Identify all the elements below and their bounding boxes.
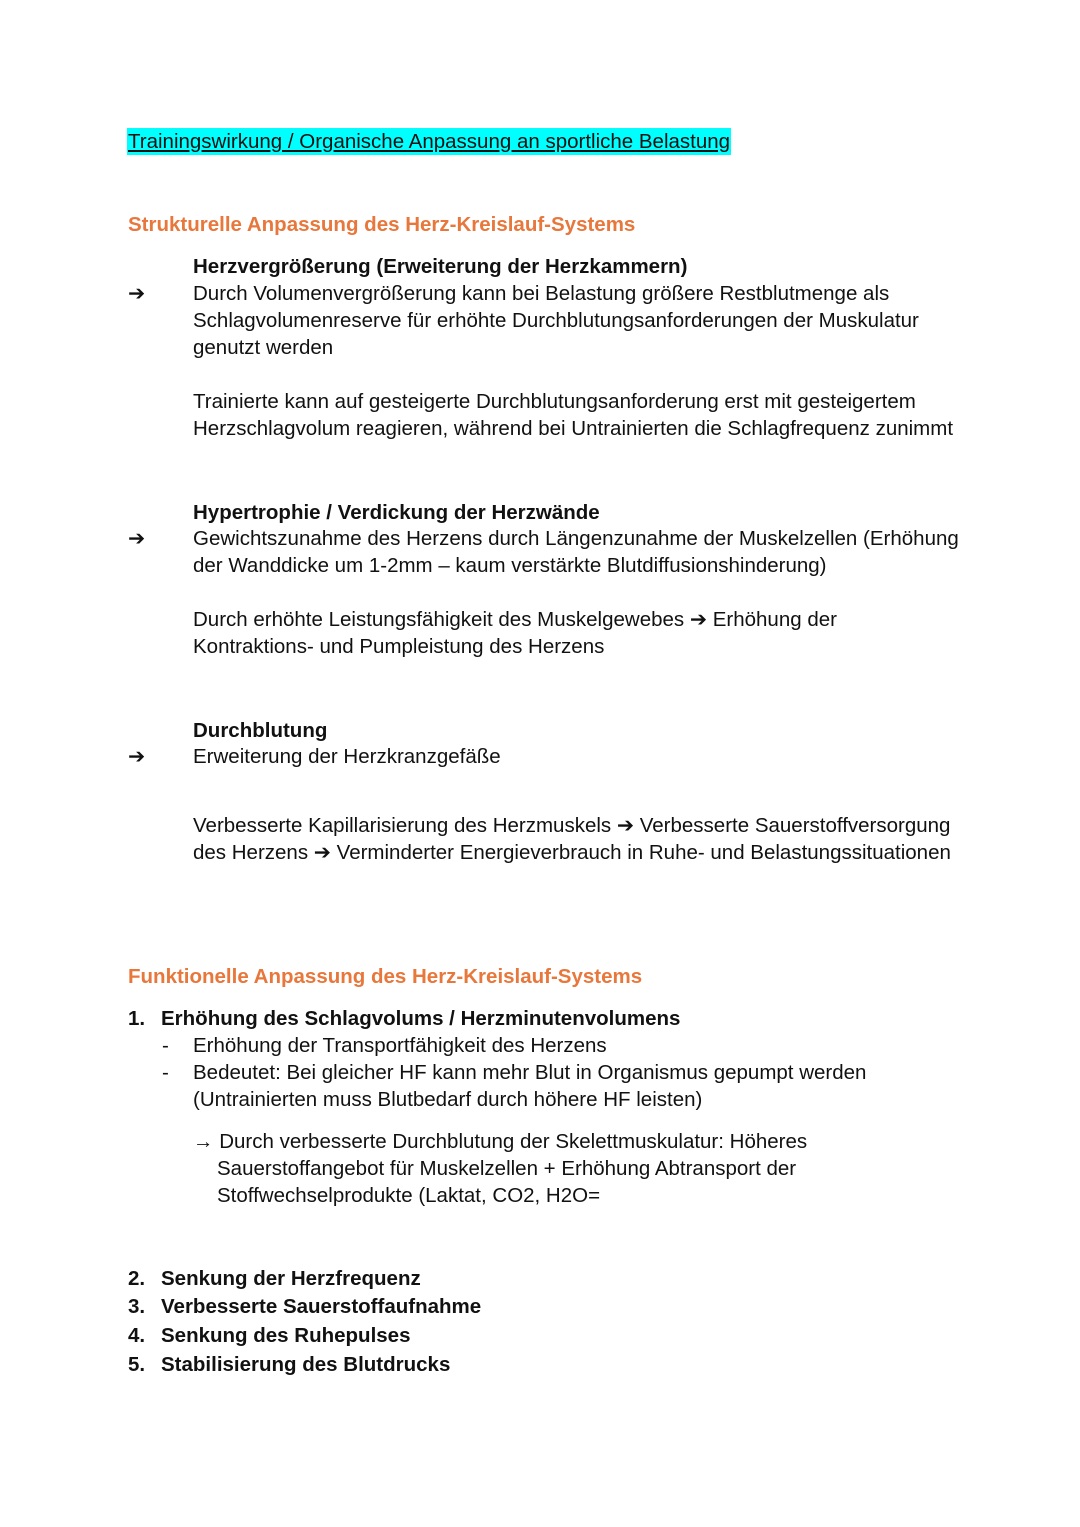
text-line: Durch Volumenvergrößerung kann bei Belastung größere Restblutmenge als: [193, 282, 890, 305]
arrow-icon: ➔: [128, 282, 146, 305]
list-item: Senkung des Ruhepulses: [161, 1324, 411, 1347]
section-title-hypertrophie: Hypertrophie / Verdickung der Herzwände: [193, 501, 600, 524]
list-item: Erhöhung des Schlagvolums / Herzminutenvolumens: [161, 1007, 681, 1030]
heading-structural: Strukturelle Anpassung des Herz-Kreislauf-Systems: [128, 213, 636, 236]
list-number: 5.: [128, 1353, 146, 1376]
text-line: Erweiterung der Herzkranzgefäße: [193, 745, 501, 768]
list-item: Verbesserte Sauerstoffaufnahme: [161, 1295, 482, 1318]
bullet-text: Erhöhung der Transportfähigkeit des Herzens: [193, 1034, 607, 1057]
arrow-icon: ➔: [128, 745, 146, 768]
arrow-icon: ➔: [128, 527, 146, 550]
list-number: 3.: [128, 1295, 146, 1318]
text-line: des Herzens ➔ Verminderter Energieverbrauch in Ruhe- und Belastungssituationen: [193, 841, 951, 864]
heading-functional: Funktionelle Anpassung des Herz-Kreislauf-Systems: [128, 965, 643, 988]
bullet-text: Bedeutet: Bei gleicher HF kann mehr Blut in Organismus gepumpt werden: [193, 1061, 867, 1084]
text-line: der Wanddicke um 1-2mm – kaum verstärkte Blutdiffusionshinderung): [193, 554, 827, 577]
text-line: Gewichtszunahme des Herzens durch Längenzunahme der Muskelzellen (Erhöhung: [193, 527, 959, 550]
note-line: Sauerstoffangebot für Muskelzellen + Erhöhung Abtransport der: [217, 1157, 797, 1180]
bullet-text: (Untrainierten muss Blutbedarf durch höhere HF leisten): [193, 1088, 703, 1111]
section-title-herzvergroesserung: Herzvergrößerung (Erweiterung der Herzkammern): [193, 255, 688, 278]
text-line: genutzt werden: [193, 336, 334, 359]
text-line: Kontraktions- und Pumpleistung des Herzens: [193, 635, 605, 658]
list-item: Senkung der Herzfrequenz: [161, 1267, 421, 1290]
dash-bullet: -: [162, 1034, 169, 1057]
section-title-durchblutung: Durchblutung: [193, 719, 328, 742]
note-line: Stoffwechselprodukte (Laktat, CO2, H2O=: [217, 1184, 601, 1207]
list-number: 1.: [128, 1007, 146, 1030]
text-line: Schlagvolumenreserve für erhöhte Durchblutungsanforderungen der Muskulatur: [193, 309, 919, 332]
text-line: Verbesserte Kapillarisierung des Herzmuskels ➔ Verbesserte Sauerstoffversorgung: [193, 814, 951, 837]
dash-bullet: -: [162, 1061, 169, 1084]
note-line: → Durch verbesserte Durchblutung der Skelettmuskulatur: Höheres: [193, 1130, 808, 1153]
text-line: Durch erhöhte Leistungsfähigkeit des Muskelgewebes ➔ Erhöhung der: [193, 608, 837, 631]
list-number: 2.: [128, 1267, 146, 1290]
list-number: 4.: [128, 1324, 146, 1347]
list-item: Stabilisierung des Blutdrucks: [161, 1353, 451, 1376]
text-line: Herzschlagvolum reagieren, während bei Untrainierten die Schlagfrequenz zunimmt: [193, 417, 954, 440]
document-title: Trainingswirkung / Organische Anpassung an sportliche Belastung: [128, 130, 731, 153]
text-line: Trainierte kann auf gesteigerte Durchblutungsanforderung erst mit gesteigertem: [193, 390, 916, 413]
